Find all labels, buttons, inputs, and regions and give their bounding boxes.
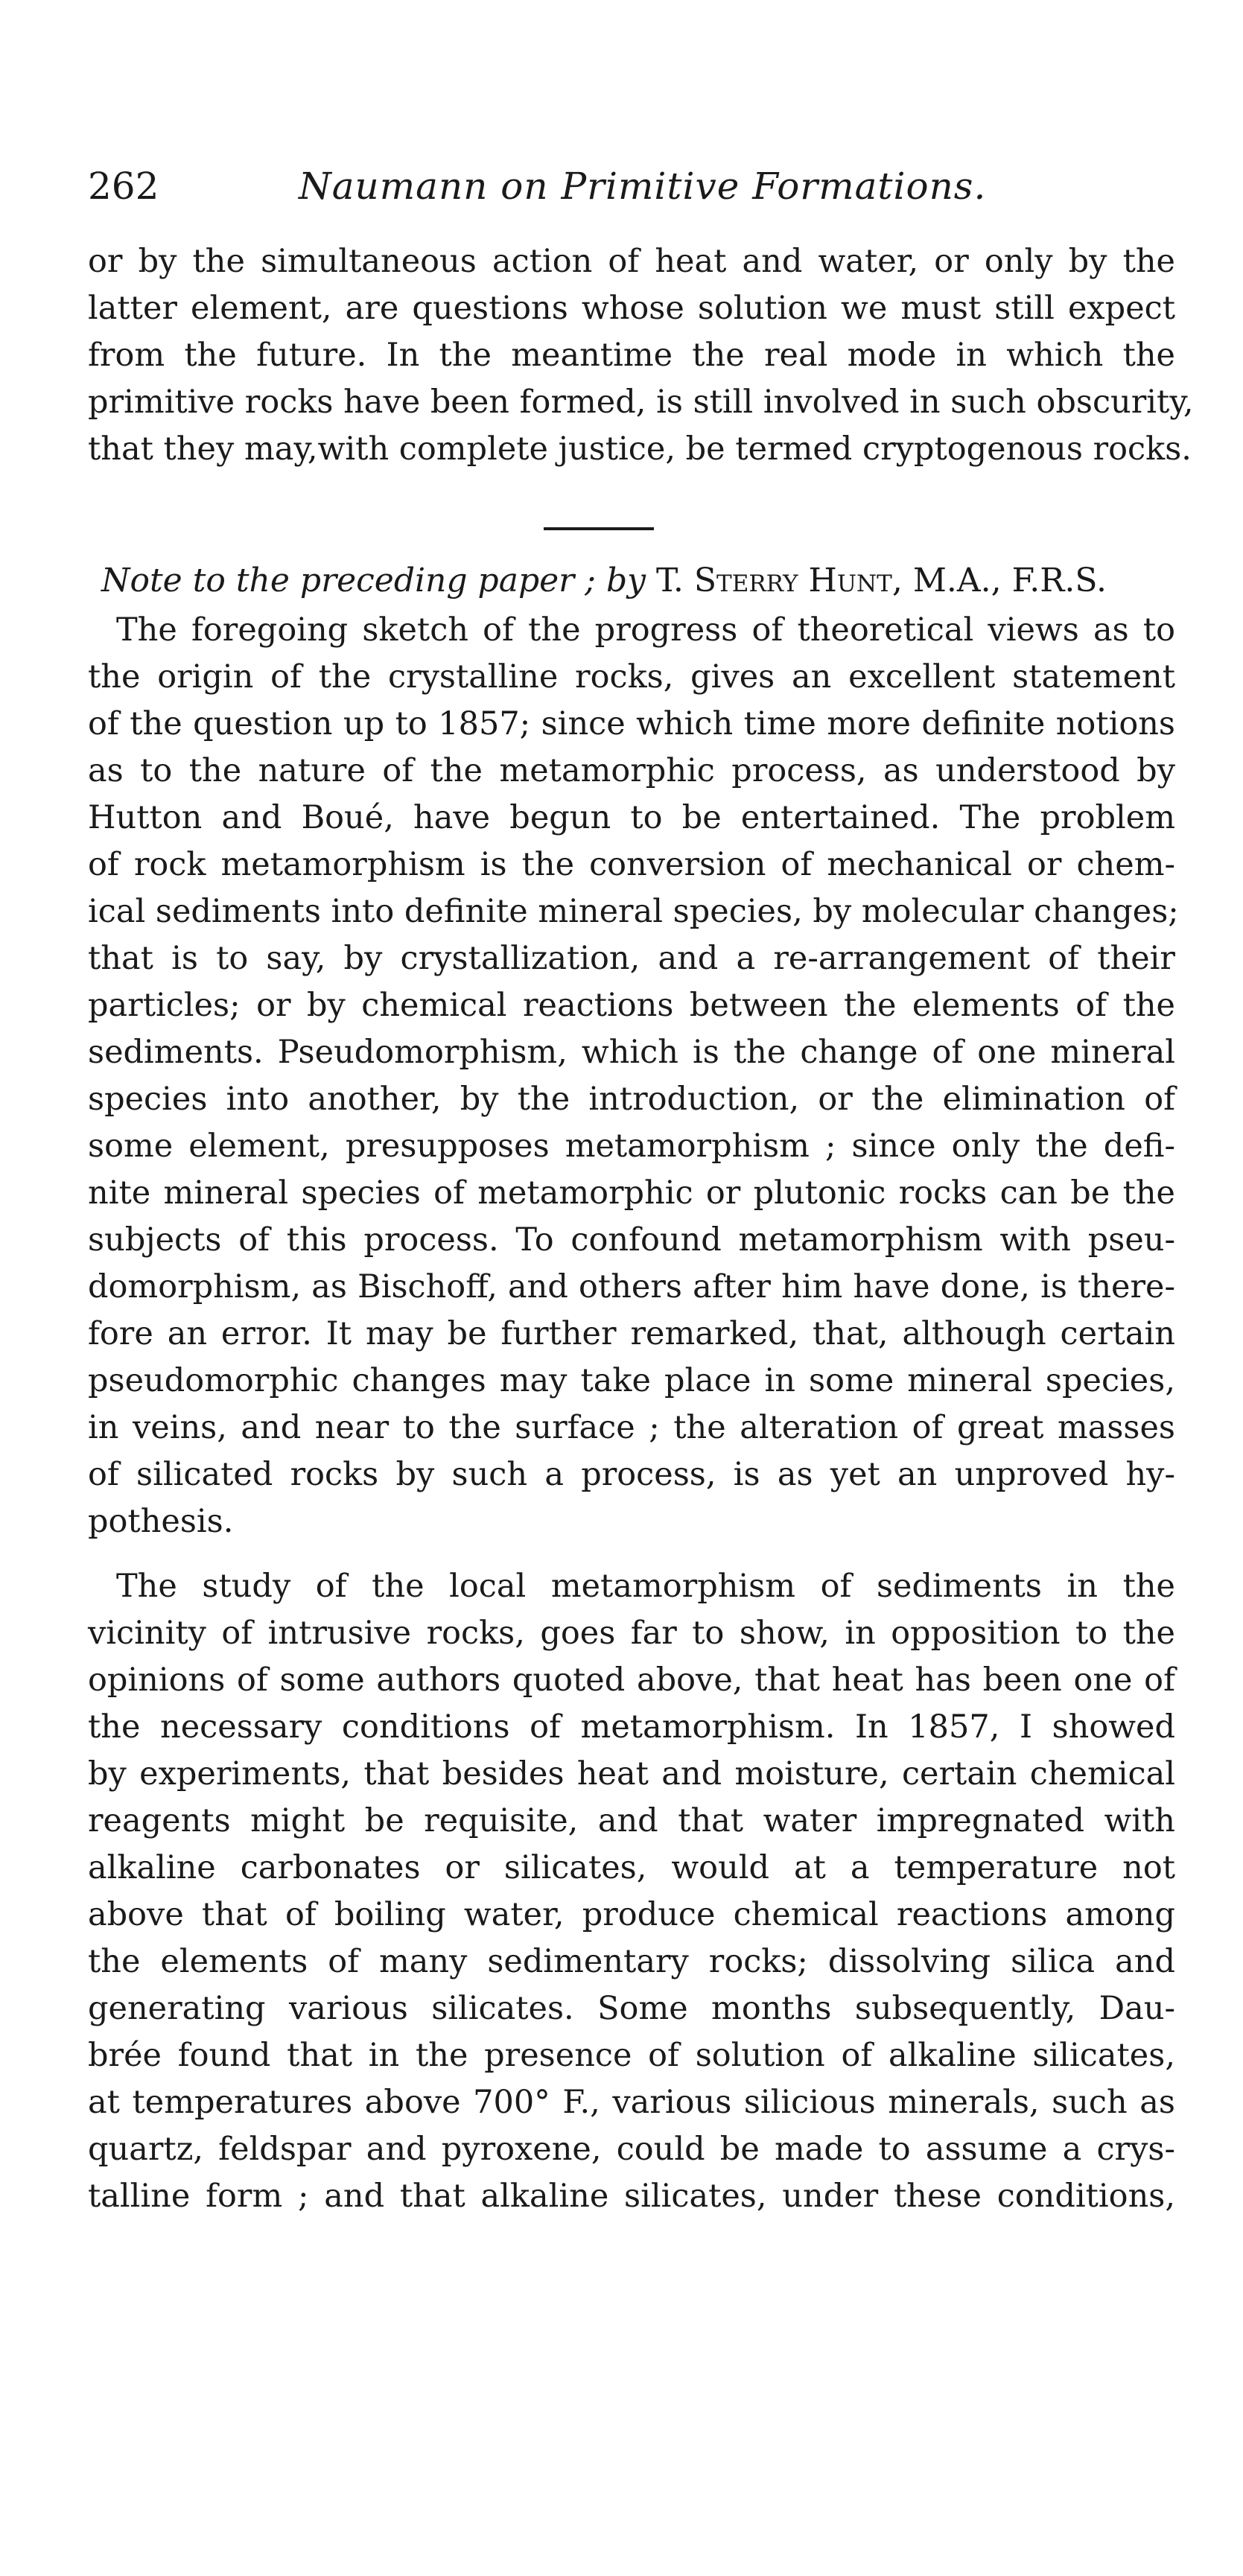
text-line: species into another, by the introduction, or the elimination of: [88, 1081, 1175, 1118]
text-line: generating various silicates. Some months subsequently, Dau-: [88, 1990, 1175, 2027]
text-line: the origin of the crystalline rocks, gives an excellent statement: [88, 658, 1175, 696]
text-line: the elements of many sedimentary rocks; dissolving silica and: [88, 1943, 1175, 1980]
text-line: the necessary conditions of metamorphism. In 1857, I showed: [88, 1708, 1175, 1746]
paragraph-3: [88, 1563, 1175, 2220]
text-line: brée found that in the presence of solution of alkaline silicates,: [88, 2037, 1175, 2074]
text-line: primitive rocks have been formed, is still involved in such obscurity,: [88, 384, 1194, 421]
text-line: as to the nature of the metamorphic process, as understood by: [88, 752, 1175, 789]
text-line: of the question up to 1857; since which time more definite notions: [88, 705, 1175, 742]
note-heading: [101, 555, 1107, 607]
text-line: of silicated rocks by such a process, is as yet an unproved hy-: [88, 1456, 1175, 1493]
text-line: some element, presupposes metamorphism ; since only the defi-: [88, 1128, 1175, 1165]
text-line: at temperatures above 700° F., various silicious minerals, such as: [88, 2084, 1175, 2121]
text-line: sediments. Pseudomorphism, which is the change of one mineral: [88, 1034, 1175, 1071]
text-line: nite mineral species of metamorphic or plutonic rocks can be the: [88, 1174, 1175, 1212]
note-heading-italic: Note to the preceding paper ; by: [101, 562, 646, 600]
text-line: opinions of some authors quoted above, that heat has been one of: [88, 1661, 1175, 1699]
text-line: quartz, feldspar and pyroxene, could be made to assume a crys-: [88, 2131, 1175, 2168]
text-line: in veins, and near to the surface ; the alteration of great masses: [88, 1409, 1175, 1446]
text-line: fore an error. It may be further remarked, that, although certain: [88, 1315, 1175, 1352]
text-line: reagents might be requisite, and that water impregnated with: [88, 1802, 1175, 1839]
paragraph-2: [88, 607, 1179, 1545]
text-line: alkaline carbonates or silicates, would at a temperature not: [88, 1849, 1175, 1886]
page-number: 262: [88, 165, 159, 208]
text-line: of rock metamorphism is the conversion of mechanical or chem-: [88, 846, 1175, 883]
text-line: from the future. In the meantime the real mode in which the: [88, 337, 1175, 374]
text-line: The study of the local metamorphism of sediments in the: [116, 1568, 1175, 1605]
running-head: [88, 153, 1175, 220]
text-line: domorphism, as Bischoff, and others after him have done, is there-: [88, 1268, 1175, 1306]
text-line: or by the simultaneous action of heat and water, or only by the: [88, 243, 1175, 280]
text-line: pseudomorphic changes may take place in some mineral species,: [88, 1362, 1175, 1399]
text-line: Hutton and Boué, have begun to be entertained. The problem: [88, 799, 1175, 836]
text-line: that they may,with complete justice, be termed cryptogenous rocks.: [88, 430, 1192, 468]
running-title: Naumann on Primitive Formations.: [299, 165, 987, 208]
text-line: talline form ; and that alkaline silicates, under these conditions,: [88, 2178, 1175, 2215]
author-credentials: M.A., F.R.S.: [912, 562, 1107, 600]
text-line: The foregoing sketch of the progress of theoretical views as to: [116, 611, 1175, 649]
text-line: above that of boiling water, produce chemical reactions among: [88, 1896, 1175, 1933]
paragraph-1: [88, 238, 1194, 473]
author-initial: T.: [656, 562, 684, 600]
text-line: pothesis.: [88, 1503, 234, 1540]
text-line: latter element, are questions whose solution we must still expect: [88, 290, 1175, 327]
text-line: that is to say, by crystallization, and a re-arrangement of their: [88, 940, 1175, 977]
text-line: subjects of this process. To confound metamorphism with pseu-: [88, 1221, 1175, 1259]
text-line: by experiments, that besides heat and moisture, certain chemical: [88, 1755, 1175, 1793]
text-line: particles; or by chemical reactions between the elements of the: [88, 987, 1175, 1024]
section-divider: [544, 527, 654, 530]
text-line: vicinity of intrusive rocks, goes far to show, in opposition to the: [88, 1615, 1175, 1652]
author-name: Sterry Hunt,: [693, 562, 903, 600]
text-line: ical sediments into definite mineral species, by molecular changes;: [88, 893, 1179, 930]
